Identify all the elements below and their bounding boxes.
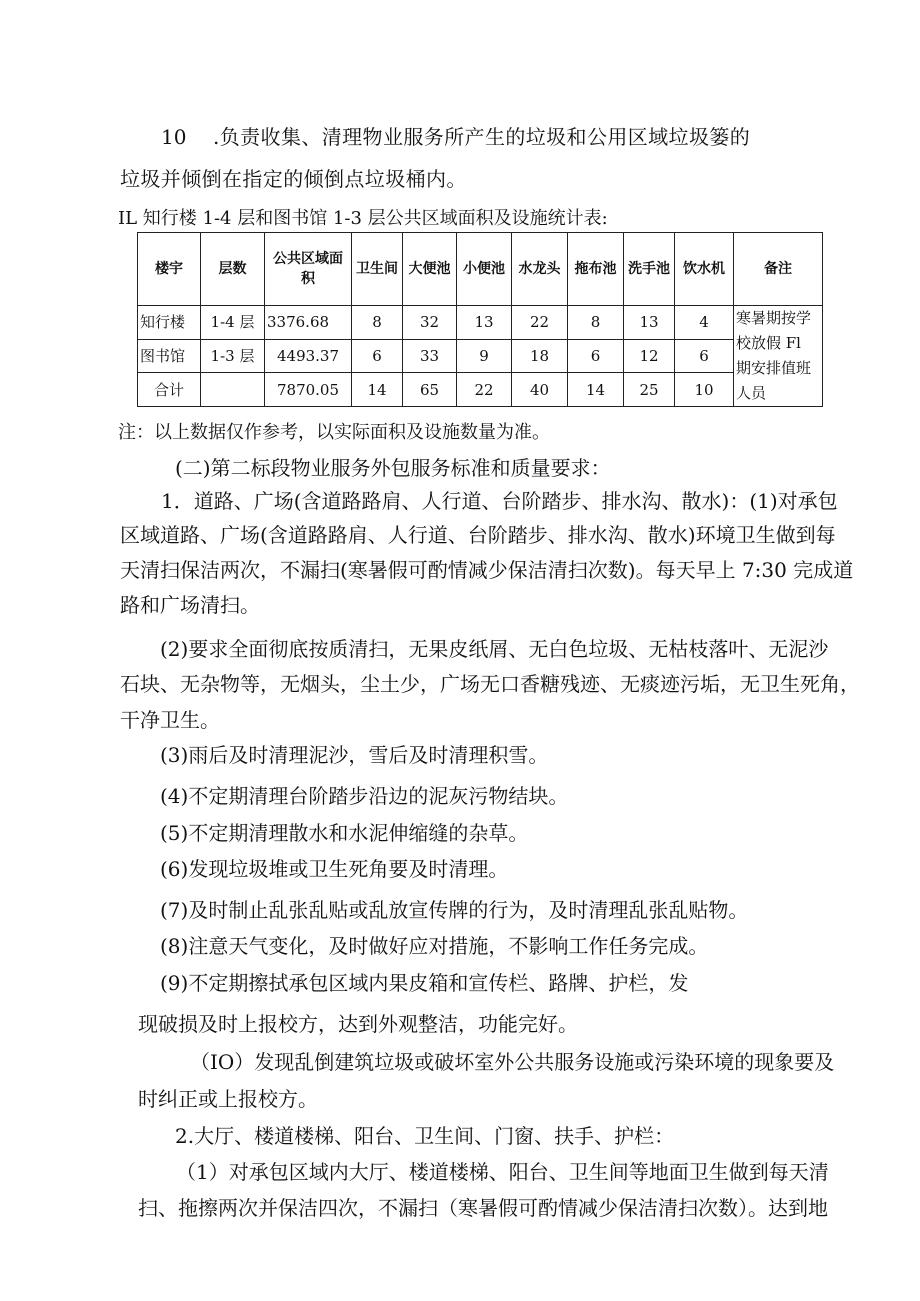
- cell-toilets: 6: [352, 339, 403, 373]
- header-water-dispensers: 饮水机: [675, 233, 734, 306]
- cell-faucets: 40: [512, 373, 568, 407]
- section-heading: (二)第二标段物业服务外包服务标准和质量要求：: [175, 456, 611, 480]
- header-urinals: 小便池: [457, 233, 512, 306]
- header-floors: 层数: [201, 233, 265, 306]
- header-faucets: 水龙头: [512, 233, 568, 306]
- cell-area: 7870.05: [265, 373, 352, 407]
- req-9-line-2: 现破损及时上报校方，达到外观整洁，功能完好。: [138, 1012, 578, 1036]
- cell-wash-basins: 13: [624, 306, 675, 340]
- facility-stats-table: [137, 232, 823, 407]
- cell-toilets: 14: [352, 373, 403, 407]
- cell-faucets: 22: [512, 306, 568, 340]
- table-total-row: [138, 373, 823, 407]
- header-building: 楼宇: [138, 233, 201, 306]
- cell-wash-basins: 12: [624, 339, 675, 373]
- cell-mop-sinks: 14: [568, 373, 624, 407]
- cell-faucets: 18: [512, 339, 568, 373]
- table-row: [138, 339, 823, 373]
- cell-urinals: 13: [457, 306, 512, 340]
- cell-toilets: 8: [352, 306, 403, 340]
- cell-area: 4493.37: [265, 339, 352, 373]
- req-8: (8)注意天气变化，及时做好应对措施，不影响工作任务完成。: [160, 934, 709, 958]
- header-wash-basins: 洗手池: [624, 233, 675, 306]
- req-5: (5)不定期清理散水和水泥伸缩缝的杂草。: [160, 821, 529, 845]
- req-2-line-3: 干净卫生。: [120, 708, 220, 732]
- header-remarks: 备注: [734, 233, 823, 306]
- req-6: (6)发现垃圾堆或卫生死角要及时清理。: [160, 857, 509, 881]
- table-caption: IL 知行楼 1-4 层和图书馆 1-3 层公共区域面积及设施统计表:: [118, 208, 608, 229]
- item-1-line-1: 1．道路、广场(含道路路肩、人行道、台阶踏步、排水沟、散水)：(1)对承包: [161, 489, 838, 513]
- cell-urinals: 9: [457, 339, 512, 373]
- cell-toilet-pits: 32: [403, 306, 457, 340]
- item-1-line-2: 区域道路、广场(含道路路肩、人行道、台阶踏步、排水沟、散水)环境卫生做到每: [120, 523, 836, 547]
- req-3: (3)雨后及时清理泥沙，雪后及时清理积雪。: [160, 743, 549, 767]
- table-row: [138, 306, 823, 340]
- item-2-heading: 2.大厅、楼道楼梯、阳台、卫生间、门窗、扶手、护栏：: [175, 1124, 675, 1148]
- req-10-line-2: 时纠正或上报校方。: [138, 1087, 318, 1111]
- header-toilets: 卫生间: [352, 233, 403, 306]
- req-4: (4)不定期清理台阶踏步沿边的泥灰污物结块。: [160, 784, 569, 808]
- cell-mop-sinks: 6: [568, 339, 624, 373]
- header-toilet-pits: 大便池: [403, 233, 457, 306]
- table-header-row: [138, 233, 823, 306]
- cell-urinals: 22: [457, 373, 512, 407]
- cell-water-dispensers: 10: [675, 373, 734, 407]
- req-2-line-2: 石块、无杂物等，无烟头，尘土少，广场无口香糖残迹、无痰迹污垢，无卫生死角，: [120, 672, 860, 696]
- cell-mop-sinks: 8: [568, 306, 624, 340]
- para-10-number: 10: [161, 125, 187, 149]
- header-mop-sinks: 拖布池: [568, 233, 624, 306]
- item-1-line-3: 天清扫保洁两次，不漏扫(寒暑假可酌情减少保洁清扫次数)。每天早上 7:30 完成道: [120, 558, 854, 582]
- item-2-req-1-line-2: 扫、拖擦两次并保洁四次，不漏扫（寒暑假可酌情减少保洁清扫次数）。达到地: [138, 1196, 828, 1220]
- cell-building: 合计: [138, 373, 201, 407]
- req-10-line-1: （IO）发现乱倒建筑垃圾或破坏室外公共服务设施或污染环境的现象要及: [190, 1050, 835, 1074]
- cell-building: 知行楼: [138, 306, 201, 340]
- cell-toilet-pits: 33: [403, 339, 457, 373]
- header-public-area: 公共区域面积: [265, 233, 352, 306]
- cell-water-dispensers: 6: [675, 339, 734, 373]
- cell-floors: 1-4 层: [201, 306, 265, 340]
- cell-floors: 1-3 层: [201, 339, 265, 373]
- cell-toilet-pits: 65: [403, 373, 457, 407]
- para-10-text: .负责收集、清理物业服务所产生的垃圾和公用区域垃圾篓的: [213, 125, 751, 149]
- cell-remark: 寒暑期按学校放假 Fl 期安排值班人员: [734, 306, 823, 407]
- cell-water-dispensers: 4: [675, 306, 734, 340]
- cell-floors: [201, 373, 265, 407]
- cell-area: 3376.68: [265, 306, 352, 340]
- req-7: (7)及时制止乱张乱贴或乱放宣传牌的行为，及时清理乱张乱贴物。: [160, 898, 749, 922]
- req-2-line-1: (2)要求全面彻底按质清扫，无果皮纸屑、无白色垃圾、无枯枝落叶、无泥沙: [160, 637, 829, 661]
- cell-wash-basins: 25: [624, 373, 675, 407]
- item-1-line-4: 路和广场清扫。: [120, 593, 260, 617]
- req-9-line-1: (9)不定期擦拭承包区域内果皮箱和宣传栏、路牌、护栏，发: [160, 971, 689, 995]
- item-2-req-1-line-1: （1）对承包区域内大厅、楼道楼梯、阳台、卫生间等地面卫生做到每天清: [176, 1160, 829, 1184]
- data-note: 注：以上数据仅作参考，以实际面积及设施数量为准。: [118, 422, 550, 443]
- cell-building: 图书馆: [138, 339, 201, 373]
- para-10-continuation: 垃圾并倾倒在指定的倾倒点垃圾桶内。: [120, 167, 467, 191]
